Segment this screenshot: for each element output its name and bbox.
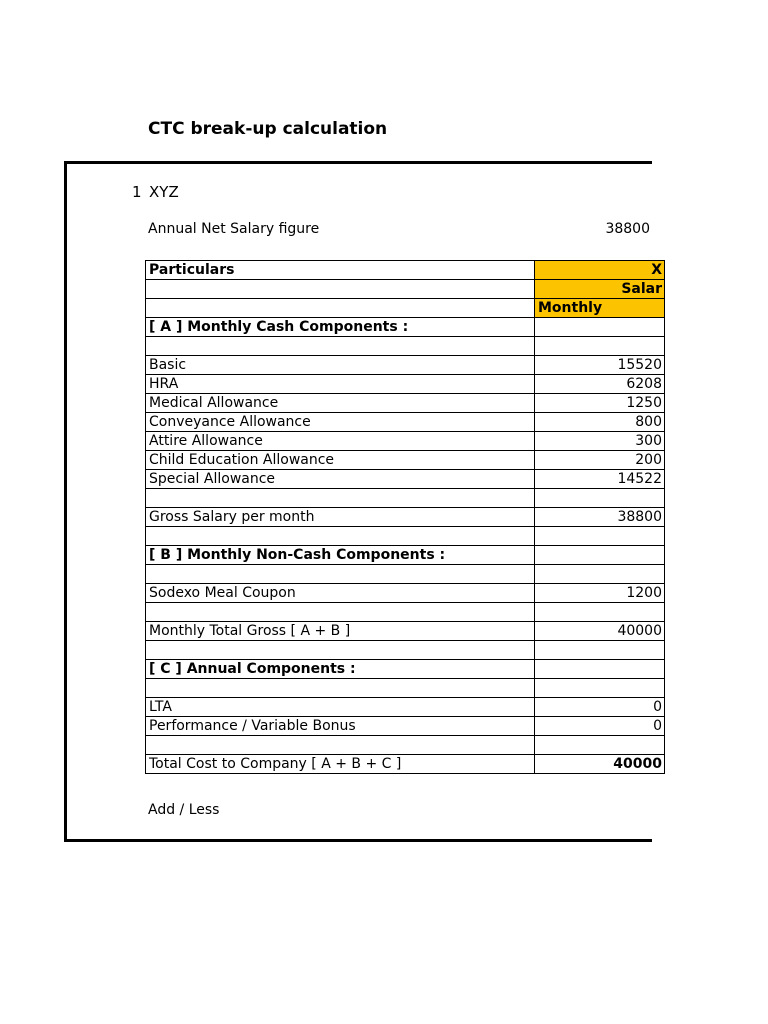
table-header-row: [146, 261, 665, 280]
record-index: 1: [132, 183, 142, 201]
table-row: [146, 508, 665, 527]
page-title: CTC break-up calculation: [148, 119, 388, 139]
net-salary-value[interactable]: 38800: [605, 221, 650, 237]
row-value-cell[interactable]: [534, 565, 664, 584]
ctc-table-viewport: [145, 260, 662, 784]
row-label-cell[interactable]: LTA: [146, 698, 535, 717]
row-label-cell[interactable]: Total Cost to Company [ A + B + C ]: [146, 755, 535, 774]
row-label-cell[interactable]: Conveyance Allowance: [146, 413, 535, 432]
row-value-cell[interactable]: 200: [534, 451, 664, 470]
row-value-cell[interactable]: [534, 603, 664, 622]
row-label-cell[interactable]: Medical Allowance: [146, 394, 535, 413]
row-value-cell[interactable]: 40000: [534, 622, 664, 641]
column-head-monthly[interactable]: Monthly: [534, 299, 664, 318]
table-row: [146, 546, 665, 565]
table-row: [146, 603, 665, 622]
table-row: [146, 375, 665, 394]
company-name: XYZ: [149, 183, 179, 201]
row-value-cell[interactable]: 15520: [534, 356, 664, 375]
table-row: [146, 451, 665, 470]
table-row: [146, 641, 665, 660]
table-header-row: [146, 299, 665, 318]
row-value-cell[interactable]: 0: [534, 717, 664, 736]
table-row: [146, 679, 665, 698]
table-row: [146, 413, 665, 432]
row-label-cell[interactable]: [ A ] Monthly Cash Components :: [146, 318, 535, 337]
table-row: [146, 698, 665, 717]
add-less-label: Add / Less: [148, 802, 220, 818]
row-label-cell[interactable]: [146, 679, 535, 698]
table-row: [146, 527, 665, 546]
ctc-breakup-table: [145, 260, 665, 774]
row-value-cell[interactable]: 38800: [534, 508, 664, 527]
particulars-header: Particulars: [146, 261, 535, 280]
row-label-cell[interactable]: [ B ] Monthly Non-Cash Components :: [146, 546, 535, 565]
row-label-cell[interactable]: [146, 489, 535, 508]
table-row: [146, 565, 665, 584]
table-row: [146, 660, 665, 679]
table-row: [146, 394, 665, 413]
table-row: [146, 755, 665, 774]
row-value-cell[interactable]: [534, 527, 664, 546]
row-value-cell[interactable]: 300: [534, 432, 664, 451]
row-value-cell[interactable]: 800: [534, 413, 664, 432]
row-label-cell[interactable]: [146, 736, 535, 755]
table-row: [146, 489, 665, 508]
row-value-cell[interactable]: [534, 736, 664, 755]
table-row: [146, 584, 665, 603]
net-salary-label: Annual Net Salary figure: [148, 221, 320, 237]
table-row: [146, 356, 665, 375]
row-value-cell[interactable]: [534, 679, 664, 698]
row-label-cell[interactable]: Gross Salary per month: [146, 508, 535, 527]
row-label-cell[interactable]: Attire Allowance: [146, 432, 535, 451]
table-row: [146, 318, 665, 337]
row-value-cell[interactable]: 1250: [534, 394, 664, 413]
row-label-cell[interactable]: Special Allowance: [146, 470, 535, 489]
row-value-cell[interactable]: 6208: [534, 375, 664, 394]
table-row: [146, 337, 665, 356]
row-label-cell[interactable]: Child Education Allowance: [146, 451, 535, 470]
table-header-row: [146, 280, 665, 299]
row-value-cell[interactable]: [534, 337, 664, 356]
table-row: [146, 470, 665, 489]
row-label-cell[interactable]: [146, 565, 535, 584]
row-value-cell[interactable]: [534, 546, 664, 565]
row-value-cell[interactable]: [534, 489, 664, 508]
row-label-cell[interactable]: Basic: [146, 356, 535, 375]
row-value-cell[interactable]: [534, 318, 664, 337]
row-label-cell[interactable]: HRA: [146, 375, 535, 394]
row-value-cell[interactable]: 40000: [534, 755, 664, 774]
row-label-cell[interactable]: [146, 603, 535, 622]
row-label-cell[interactable]: [ C ] Annual Components :: [146, 660, 535, 679]
row-value-cell[interactable]: 14522: [534, 470, 664, 489]
row-label-cell[interactable]: Monthly Total Gross [ A + B ]: [146, 622, 535, 641]
row-label-cell[interactable]: Performance / Variable Bonus: [146, 717, 535, 736]
column-head-company[interactable]: X: [534, 261, 664, 280]
blank-cell[interactable]: [146, 280, 535, 299]
row-value-cell[interactable]: 0: [534, 698, 664, 717]
table-row: [146, 432, 665, 451]
row-value-cell[interactable]: [534, 641, 664, 660]
table-row: [146, 736, 665, 755]
row-label-cell[interactable]: [146, 337, 535, 356]
table-row: [146, 717, 665, 736]
blank-cell[interactable]: [146, 299, 535, 318]
row-value-cell[interactable]: [534, 660, 664, 679]
row-label-cell[interactable]: Sodexo Meal Coupon: [146, 584, 535, 603]
row-value-cell[interactable]: 1200: [534, 584, 664, 603]
table-row: [146, 622, 665, 641]
row-label-cell[interactable]: [146, 527, 535, 546]
row-label-cell[interactable]: [146, 641, 535, 660]
column-head-salary[interactable]: Salar: [534, 280, 664, 299]
